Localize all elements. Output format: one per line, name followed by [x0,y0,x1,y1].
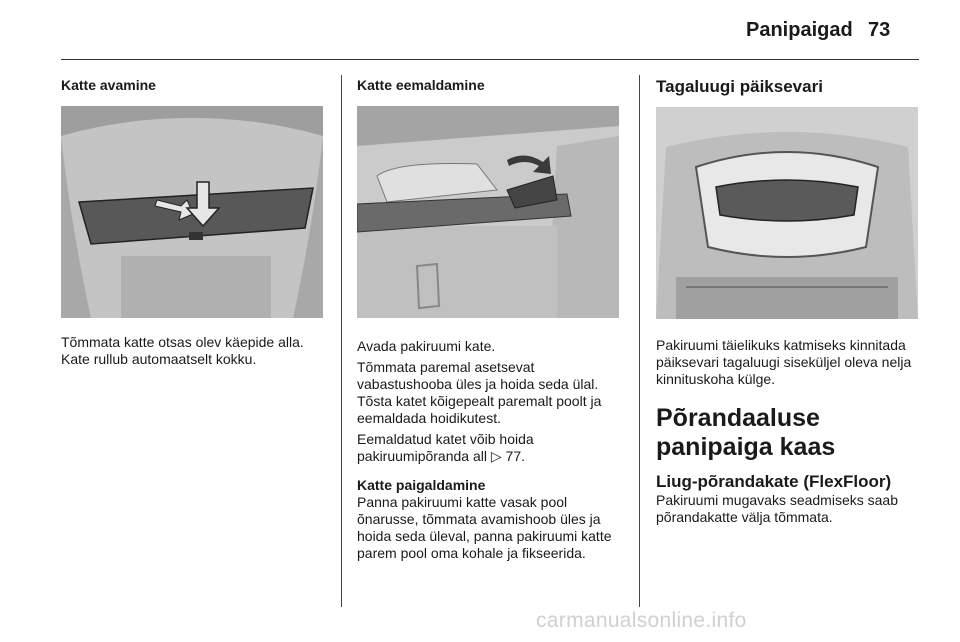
paragraph-text: Eemaldatud katet võib hoida pakiruumipõranda all [357,431,534,464]
tailgate-sunshade-illustration [656,107,918,319]
page-reference-arrow-icon: ▷ [490,448,502,464]
page-number: 73 [868,19,891,41]
crossref-link[interactable]: 77. [505,448,525,464]
section-title-sunshade: Tagaluugi päiksevari [656,77,823,96]
cargo-cover-open-illustration [61,106,323,318]
paragraph: Pakiruumi mugavaks seadmiseks saab põrandakatte välja tõmmata. [656,492,898,525]
column-sunshade [656,77,922,526]
footer-watermark: carmanualsonline.info [536,609,747,632]
paragraph: Tõmmata katte otsas olev käepide alla. Kate rullub automaatselt kokku. [61,334,304,367]
running-title: Panipaigad [746,19,853,41]
subsection-title-cover-installation: Katte paigaldamine [357,477,486,493]
column-cover-opening [61,77,327,368]
paragraph: Tõmmata paremal asetsevat vabastushooba üles ja hoida seda ülal. Tõsta katet kõigepealt paremalt poolt ja eemaldada hoidikutest. [357,359,602,426]
paragraph: Panna pakiruumi katte vasak pool õnarusse, tõmmata avamishoob üles ja hoida seda üleval, panna pakiruumi katte parem pool oma kohale ja fikseerida. [357,494,612,561]
column-divider-1 [341,75,342,607]
header-rule [61,59,919,60]
paragraph [357,431,625,465]
cargo-cover-remove-illustration [357,106,619,318]
paragraph: Pakiruumi täielikuks katmiseks kinnitada päiksevari tagaluugi siseküljel oleva nelja kinnituskoha külge. [656,337,912,387]
heading-underfloor-storage: Põrandaaluse panipaiga kaas [656,404,836,461]
column-divider-2 [639,75,640,607]
section-title-cover-opening: Katte avamine [61,77,156,93]
subheading-flexfloor: Liug-põrandakate (FlexFloor) [656,472,892,491]
paragraph: Avada pakiruumi kate. [357,338,496,354]
section-title-cover-removal: Katte eemaldamine [357,77,485,93]
column-cover-removal [357,77,625,562]
